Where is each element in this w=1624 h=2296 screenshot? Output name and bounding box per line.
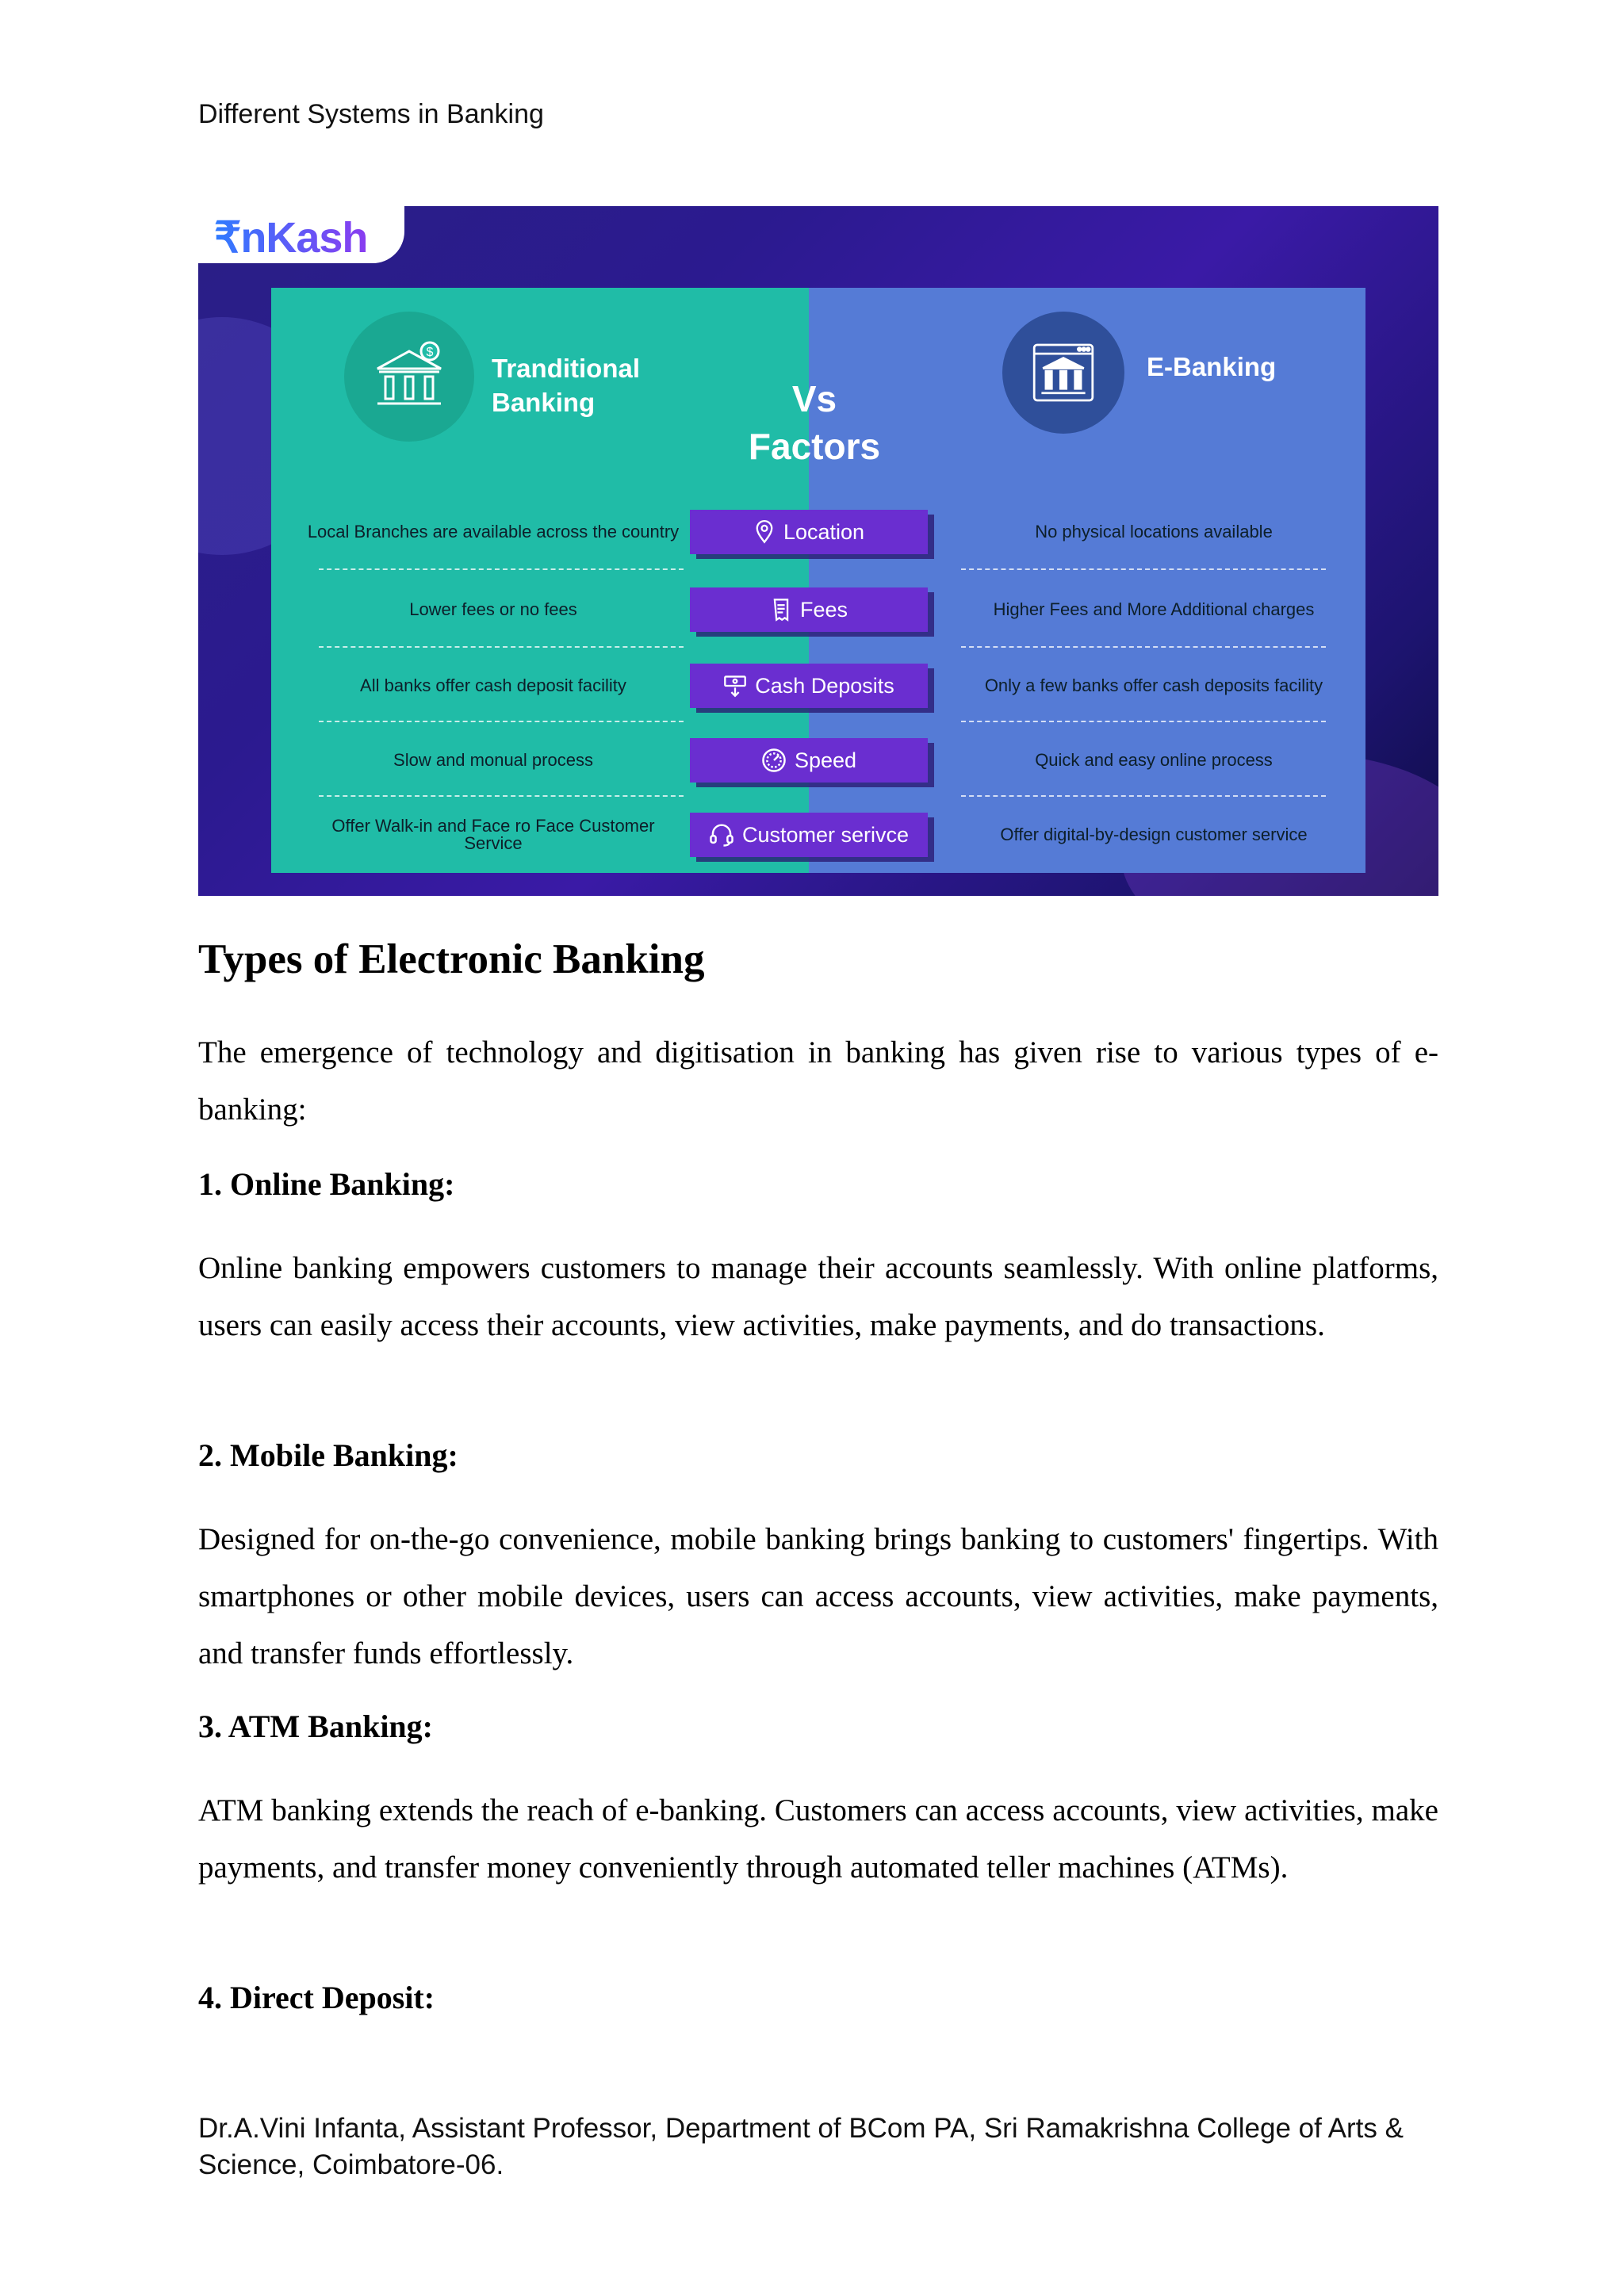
comparison-row: [271, 722, 1365, 798]
banking-comparison-infographic: [198, 206, 1438, 896]
cash-deposit-icon: [723, 674, 747, 698]
enkash-logo: ₹nKash: [214, 214, 368, 262]
item-heading: 2. Mobile Banking:: [198, 1437, 458, 1473]
logo-tab: [198, 206, 404, 263]
comparison-row: [271, 648, 1365, 724]
factor-label: Cash Deposits: [755, 673, 894, 698]
factor-customer-service: [690, 813, 928, 857]
row-divider: [961, 568, 1326, 570]
item-paragraph: ATM banking extends the reach of e-banking. Customers can access accounts, view activities, make payments, and transfer money conveniently through automated teller machines (ATMs).: [198, 1793, 1438, 1885]
svg-text:$: $: [426, 346, 434, 359]
item-paragraph: Designed for on-the-go convenience, mobile banking brings banking to customers' fingertips. With smartphones or other mobile devices, users can access accounts, view activities, make payments, and transfer funds effortlessly.: [198, 1522, 1438, 1670]
factor-cash-deposits: [690, 664, 928, 708]
ebanking-title: E-Banking: [1147, 352, 1277, 381]
vs-label: Vs: [791, 378, 837, 419]
ebanking-cell: Offer digital-by-design customer service: [1000, 825, 1308, 844]
traditional-cell: Offer Walk-in and Face ro Face Customer Service: [331, 816, 655, 853]
ebanking-cell: No physical locations available: [1035, 522, 1273, 541]
item-heading: 1. Online Banking:: [198, 1166, 455, 1202]
item-paragraph: Online banking empowers customers to manage their accounts seamlessly. With online platforms, users can easily access their accounts, view activities, make payments, and do transactions.: [198, 1251, 1438, 1342]
comparison-row: [271, 494, 1365, 570]
bank-building-icon: [344, 312, 474, 442]
factor-label: Fees: [799, 597, 848, 622]
factor-fees: [690, 587, 928, 632]
online-bank-icon: [1002, 312, 1124, 434]
comparison-row: [271, 797, 1365, 873]
comparison-panel: [271, 288, 1365, 873]
traditional-cell: All banks offer cash deposit facility: [360, 675, 626, 695]
page-footer: Dr.A.Vini Infanta, Assistant Professor, Department of BCom PA, Sri Ramakrishna College of Arts & Science, Coimbatore-06.: [198, 2113, 1404, 2180]
item-heading: 3. ATM Banking:: [198, 1709, 433, 1744]
item-heading: 4. Direct Deposit:: [198, 1980, 435, 2015]
traditional-cell: Local Branches are available across the country: [307, 522, 680, 541]
location-pin-icon: [753, 520, 776, 544]
page-header: Different Systems in Banking: [198, 99, 544, 129]
headset-icon: [709, 822, 734, 848]
section-title: Types of Electronic Banking: [198, 936, 705, 982]
traditional-title: Tranditional Banking: [492, 354, 641, 417]
traditional-cell: Slow and monual process: [393, 750, 593, 770]
row-divider: [319, 568, 684, 570]
ebanking-cell: Only a few banks offer cash deposits facility: [984, 675, 1323, 695]
vs-factors-label: [747, 375, 882, 470]
ebanking-cell: Quick and easy online process: [1035, 750, 1273, 770]
receipt-icon: [770, 598, 792, 622]
factor-label: Location: [783, 519, 865, 544]
speedometer-icon: [761, 748, 787, 773]
factor-label: Customer serivce: [741, 822, 910, 847]
comparison-row: [271, 572, 1365, 648]
factor-location: [690, 510, 928, 554]
intro-paragraph: The emergence of technology and digitisation in banking has given rise to various types of e-banking:: [198, 1035, 1438, 1127]
factor-label: Speed: [794, 748, 857, 772]
ebanking-cell: Higher Fees and More Additional charges: [993, 599, 1315, 619]
factors-label: Factors: [748, 426, 881, 467]
traditional-cell: Lower fees or no fees: [409, 599, 577, 619]
factor-speed: [690, 738, 928, 783]
